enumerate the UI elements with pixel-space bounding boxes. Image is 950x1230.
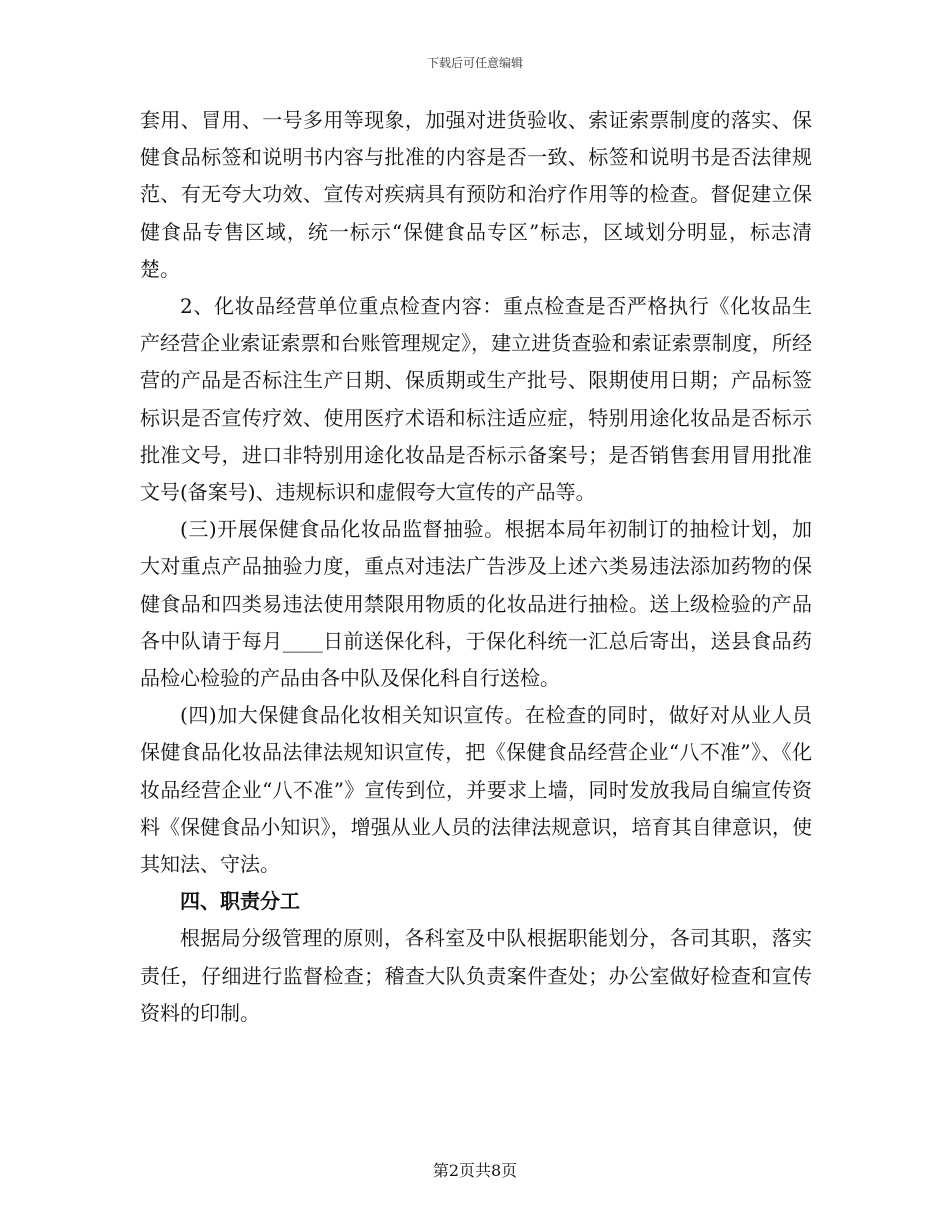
paragraph-sampling: (三)开展保健食品化妆品监督抽验。根据本局年初制订的抽检计划，加大对重点产品抽验力度，重点对违法广告涉及上述六类易违法添加药物的保健食品和四类易违法使用禁限用物质的化妆品进行抽检。送上级检验的产品各中队请于每月____日前送保化科，于保化科统一汇总后寄出，送县食品药品检心检验的产品由各中队及保化科自行送检。: [140, 517, 812, 691]
document-body: [140, 102, 812, 1032]
paragraph-duties: 根据局分级管理的原则，各科室及中队根据职能划分，各司其职，落实责任，仔细进行监督检查；稽查大队负责案件查处；办公室做好检查和宣传资料的印制。: [140, 926, 812, 1025]
header-note: 下载后可任意编辑: [426, 56, 523, 70]
paragraph-cosmetics-inspection: 2、化妆品经营单位重点检查内容：重点检查是否严格执行《化妆品生产经营企业索证索票和台账管理规定》，建立进货查验和索证索票制度，所经营的产品是否标注生产日期、保质期或生产批号、限期使用日期；产品标签标识是否宣传疗效、使用医疗术语和标注适应症，特别用途化妆品是否标示批准文号，进口非特别用途化妆品是否标示备案号；是否销售套用冒用批准文号(备案号)、违规标识和虚假夸大宣传的产品等。: [140, 294, 812, 505]
section-heading-duties: 四、职责分工: [180, 889, 300, 914]
paragraph-continuation: 套用、冒用、一号多用等现象，加强对进货验收、索证索票制度的落实、保健食品标签和说明书内容与批准的内容是否一致、标签和说明书是否法律规范、有无夸大功效、宣传对疾病具有预防和治疗作用等的检查。督促建立保健食品专售区域，统一标示“保健食品专区”标志，区域划分明显，标志清楚。: [140, 108, 812, 281]
paragraph-publicity: (四)加大保健食品化妆相关知识宣传。在检查的同时，做好对从业人员保健食品化妆品法律法规知识宣传，把《保健食品经营企业“八不准”》、《化妆品经营企业“八不准”》宣传到位，并要求上墙，同时发放我局自编宣传资料《保健食品小知识》，增强从业人员的法律法规意识，培育其自律意识，使其知法、守法。: [140, 703, 812, 877]
page-number: 第2页共8页: [432, 1161, 518, 1180]
